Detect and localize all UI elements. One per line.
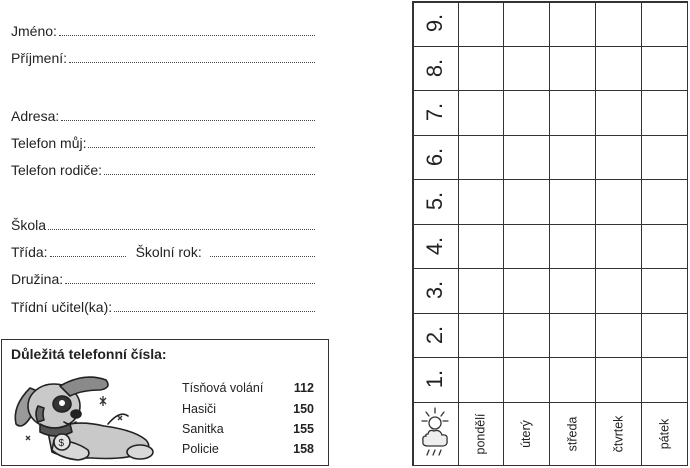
school-label: Škola (11, 217, 47, 233)
day-header-3 (549, 402, 595, 466)
lesson-number-label (412, 46, 458, 91)
lesson-number-label (412, 268, 458, 313)
lesson-number-text: 3. (421, 281, 447, 300)
lesson-number-label (412, 313, 458, 358)
table-column-line (503, 1, 504, 466)
surname-field[interactable] (11, 49, 315, 67)
school-year-line (210, 245, 315, 257)
weather-icon (420, 406, 450, 460)
timetable-cell[interactable] (460, 315, 502, 357)
lesson-number-text: 5. (421, 192, 447, 211)
club-label: Družina: (11, 271, 64, 287)
timetable-cell[interactable] (597, 48, 640, 90)
timetable-cell[interactable] (460, 3, 502, 45)
lesson-number-text: 7. (421, 103, 447, 122)
lesson-number-label (412, 1, 458, 46)
day-header-4 (595, 402, 641, 466)
timetable-cell[interactable] (551, 48, 594, 90)
teacher-line (114, 300, 315, 312)
lesson-number-text: 8. (421, 58, 447, 77)
phone-name: Hasiči (182, 402, 217, 416)
timetable-cell[interactable] (505, 92, 548, 134)
timetable-cell[interactable] (597, 226, 640, 268)
day-header-5 (641, 402, 687, 466)
phone-own-line (88, 136, 315, 148)
teacher-label: Třídní učitel(ka): (11, 299, 113, 315)
phone-number: 158 (293, 442, 314, 456)
phone-own-field[interactable] (11, 134, 315, 152)
timetable-cell[interactable] (551, 270, 594, 312)
day-header-2 (503, 402, 549, 466)
class-field[interactable] (11, 243, 315, 261)
class-line (50, 245, 126, 257)
lesson-number-label (412, 179, 458, 224)
phone-number: 155 (293, 422, 314, 436)
phone-row-emergency (182, 381, 314, 395)
phone-parents-label: Telefon rodiče: (11, 162, 103, 178)
table-column-line (595, 1, 596, 466)
phone-name: Sanitka (182, 422, 224, 436)
timetable-cell[interactable] (643, 3, 686, 45)
phone-number: 112 (293, 381, 314, 395)
phone-numbers-title: Důležitá telefonní čísla: (11, 346, 167, 362)
name-field[interactable] (11, 22, 315, 40)
class-label: Třída: (11, 244, 48, 260)
timetable-cell[interactable] (551, 359, 594, 401)
timetable-cell[interactable] (460, 359, 502, 401)
timetable-cell[interactable] (460, 226, 502, 268)
timetable-cell[interactable] (551, 315, 594, 357)
lesson-number-label (412, 135, 458, 180)
day-label-text: úterý (518, 420, 533, 448)
lesson-number-text: 4. (421, 236, 447, 255)
lesson-number-label (412, 90, 458, 135)
school-field[interactable] (11, 216, 315, 234)
surname-label: Příjmení: (11, 50, 68, 66)
timetable-cell[interactable] (460, 48, 502, 90)
table-column-line (549, 1, 550, 466)
timetable-cell[interactable] (643, 270, 686, 312)
phone-parents-field[interactable] (11, 161, 315, 179)
timetable-cell[interactable] (643, 181, 686, 223)
address-line (61, 109, 315, 121)
name-line (59, 24, 315, 36)
teacher-field[interactable] (11, 298, 315, 316)
day-label-text: středa (565, 416, 579, 452)
timetable-cell[interactable] (597, 137, 640, 179)
timetable-cell[interactable] (643, 226, 686, 268)
surname-line (69, 51, 315, 63)
school-line (48, 218, 315, 230)
timetable-cell[interactable] (505, 270, 548, 312)
timetable-cell[interactable] (597, 315, 640, 357)
timetable-cell[interactable] (505, 315, 548, 357)
table-column-line (641, 1, 642, 466)
timetable-cell[interactable] (460, 92, 502, 134)
day-label-text: pondělí (473, 413, 488, 455)
club-line (65, 272, 315, 284)
table-column-line (458, 1, 459, 466)
timetable-cell[interactable] (505, 359, 548, 401)
timetable-cell[interactable] (551, 137, 594, 179)
phone-number: 150 (293, 402, 314, 416)
name-label: Jméno: (11, 23, 57, 39)
timetable-cell[interactable] (597, 359, 640, 401)
phone-name: Policie (182, 442, 219, 456)
timetable-cell[interactable] (597, 181, 640, 223)
phone-numbers-box (1, 339, 329, 466)
dog-mascot-icon (8, 366, 158, 464)
club-field[interactable] (11, 270, 315, 288)
lesson-number-text: 1. (421, 370, 447, 389)
svg-text:$: $ (58, 438, 65, 449)
timetable-cell[interactable] (643, 137, 686, 179)
phone-row-firefighters (182, 402, 314, 416)
phone-row-police (182, 442, 314, 456)
timetable-cell[interactable] (551, 92, 594, 134)
timetable-cell[interactable] (505, 137, 548, 179)
timetable-cell[interactable] (643, 359, 686, 401)
timetable-cell[interactable] (460, 181, 502, 223)
timetable-cell[interactable] (460, 137, 502, 179)
timetable-cell[interactable] (597, 270, 640, 312)
timetable-cell[interactable] (505, 226, 548, 268)
lesson-number-text: 9. (421, 14, 447, 33)
timetable-cell[interactable] (505, 48, 548, 90)
timetable-cell[interactable] (460, 270, 502, 312)
timetable-cell[interactable] (551, 226, 594, 268)
timetable-cell[interactable] (643, 315, 686, 357)
lesson-number-label (412, 357, 458, 402)
table-border-right (687, 1, 689, 466)
address-field[interactable] (11, 107, 315, 125)
lesson-number-text: 2. (421, 325, 447, 344)
timetable-cell[interactable] (505, 3, 548, 45)
timetable-cell[interactable] (597, 92, 640, 134)
lesson-number-text: 6. (421, 147, 447, 166)
address-label: Adresa: (11, 108, 60, 124)
timetable (412, 1, 688, 466)
timetable-cell[interactable] (505, 181, 548, 223)
timetable-cell[interactable] (597, 3, 640, 45)
phone-parents-line (104, 163, 315, 175)
day-label-text: čtvrtek (611, 415, 625, 453)
phone-own-label: Telefon můj: (11, 135, 87, 151)
timetable-cell[interactable] (643, 48, 686, 90)
phone-name: Tísňová volání (182, 381, 264, 395)
school-year-label: Školní rok: (135, 244, 202, 260)
timetable-cell[interactable] (551, 3, 594, 45)
timetable-cell[interactable] (551, 181, 594, 223)
phone-row-ambulance (182, 422, 314, 436)
lesson-number-label (412, 224, 458, 269)
timetable-cell[interactable] (643, 92, 686, 134)
day-header-1 (458, 402, 503, 466)
day-label-text: pátek (657, 418, 671, 450)
